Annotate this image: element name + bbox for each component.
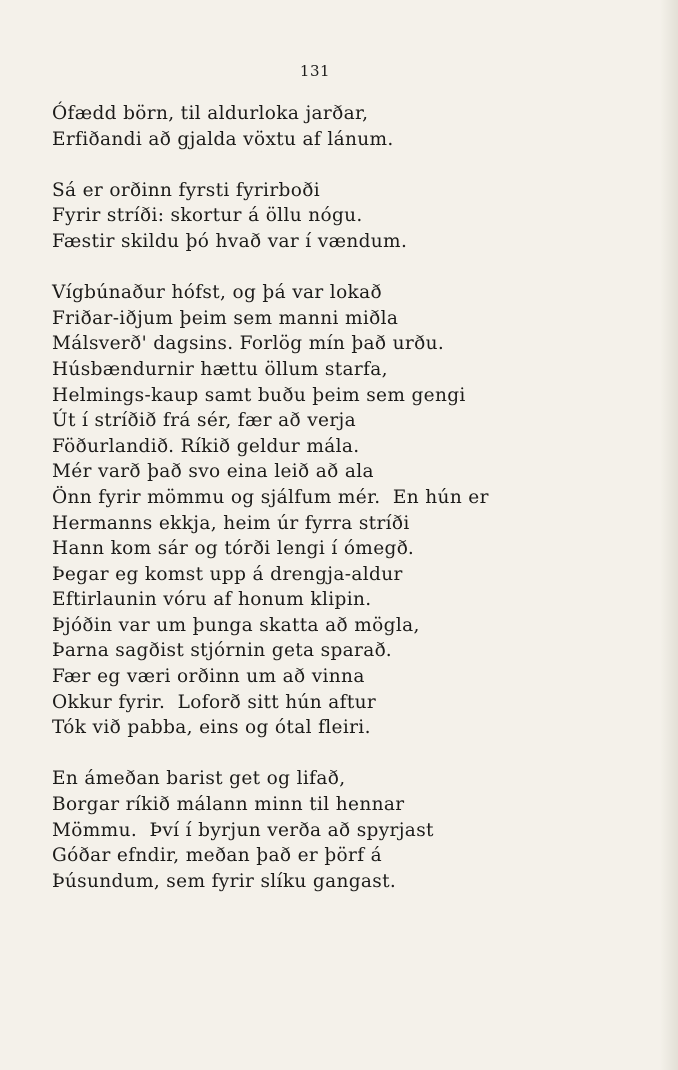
poem-line: Út í stríðið frá sér, fær að verja <box>52 410 356 432</box>
poem-line: Þegar eg komst upp á drengja-aldur <box>52 563 403 585</box>
poem-line: Fæstir skildu þó hvað var í vændum. <box>52 230 408 252</box>
poem-line: En ámeðan barist get og lifað, <box>52 768 346 790</box>
stanza-1 <box>52 101 652 152</box>
poem-line: Ófædd börn, til aldurloka jarðar, <box>52 103 369 124</box>
poem-line: Þúsundum, sem fyrir slíku gangast. <box>52 870 397 892</box>
poem-line: Borgar ríkið málann minn til hennar <box>52 794 405 816</box>
poem-line: Fyrir stríði: skortur á öllu nógu. <box>52 205 363 227</box>
poem-line: Hann kom sár og tórði lengi í ómegð. <box>52 538 415 560</box>
page-number: 131 <box>299 62 331 80</box>
stanza-break <box>52 741 652 767</box>
stanza-break <box>52 255 652 281</box>
poem-line: Húsbændurnir hættu öllum starfa, <box>52 358 388 380</box>
stanza-3 <box>52 280 652 741</box>
poem-line: Málsverð' dagsins. Forlög mín það urðu. <box>52 333 445 355</box>
poem-line: Okkur fyrir. Loforð sitt hún aftur <box>52 691 377 713</box>
poem-line: Vígbúnaður hófst, og þá var lokað <box>52 282 382 304</box>
poem-line: Önn fyrir mömmu og sjálfum mér. En hún er <box>52 486 489 508</box>
poem-body <box>52 101 652 894</box>
poem-line: Þarna sagðist stjórnin geta sparað. <box>52 640 393 662</box>
poem-line: Helmings-kaup samt buðu þeim sem gengi <box>52 384 466 406</box>
poem-line: Föðurlandið. Ríkið geldur mála. <box>52 435 360 457</box>
stanza-2 <box>52 178 652 255</box>
stanza-break <box>52 152 652 178</box>
poem-line: Hermanns ekkja, heim úr fyrra stríði <box>52 512 410 534</box>
poem-line: Eftirlaunin vóru af honum klipin. <box>52 589 372 611</box>
poem-line: Mér varð það svo eina leið að ala <box>52 461 374 483</box>
poem-line: Tók við pabba, eins og ótal fleiri. <box>52 717 371 739</box>
poem-line: Mömmu. Því í byrjun verða að spyrjast <box>52 819 434 841</box>
poem-line: Góðar efndir, meðan það er þörf á <box>52 845 382 867</box>
poem-line: Fær eg væri orðinn um að vinna <box>52 666 365 688</box>
stanza-4 <box>52 766 652 894</box>
page-edge-shadow <box>660 0 678 1070</box>
poem-line: Þjóðin var um þunga skatta að mögla, <box>52 614 420 636</box>
poem-line: Friðar-iðjum þeim sem manni miðla <box>52 307 399 329</box>
poem-line: Sá er orðinn fyrsti fyrirboði <box>52 179 320 201</box>
poem-line: Erfiðandi að gjalda vöxtu af lánum. <box>52 128 394 150</box>
